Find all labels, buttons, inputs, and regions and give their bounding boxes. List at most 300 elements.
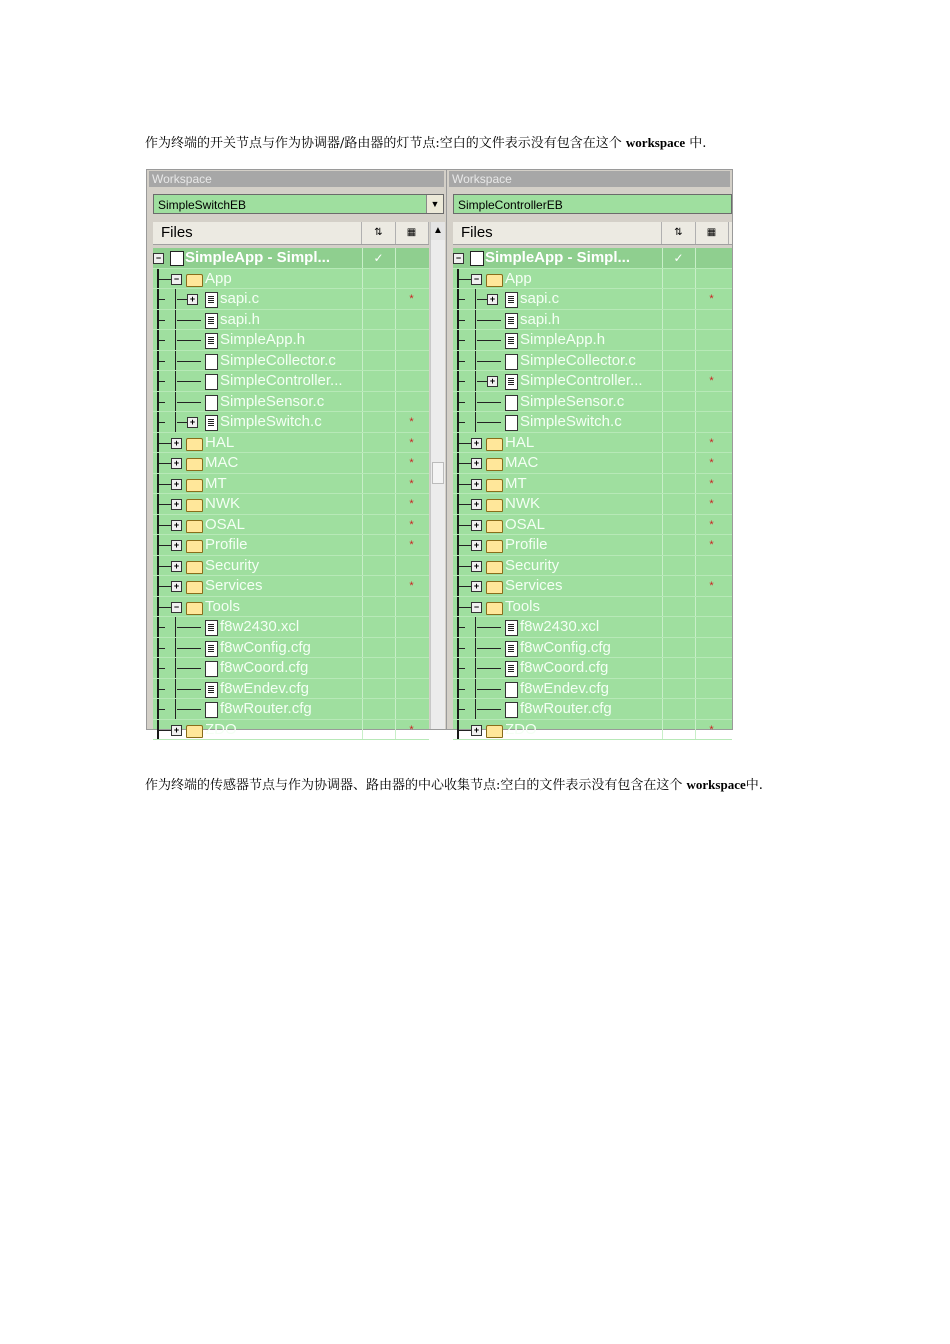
- source-file-icon: [205, 620, 218, 636]
- column-divider: [362, 597, 363, 617]
- collapse-icon[interactable]: −: [171, 602, 182, 613]
- file-row[interactable]: [153, 617, 429, 638]
- project-icon: [170, 251, 184, 266]
- column-divider: [662, 679, 663, 699]
- tree-item-label: sapi.c: [220, 290, 260, 307]
- scroll-thumb[interactable]: [432, 462, 444, 484]
- folder-icon: [486, 438, 503, 451]
- tree-line: [177, 668, 201, 669]
- column-divider: [662, 515, 663, 535]
- column-divider: [395, 269, 396, 289]
- folder-row[interactable]: [453, 556, 732, 577]
- folder-row[interactable]: [453, 597, 732, 618]
- tree-item-label: OSAL: [505, 515, 546, 533]
- tree-item-label: Security: [205, 556, 260, 574]
- tree-item-label: f8wCoord.cfg: [220, 659, 309, 676]
- modified-marker-icon: *: [709, 498, 714, 510]
- expand-icon[interactable]: +: [171, 499, 182, 510]
- tree-line: [159, 689, 165, 690]
- expand-icon[interactable]: +: [471, 540, 482, 551]
- folder-icon: [186, 561, 203, 574]
- collapse-icon[interactable]: −: [171, 274, 182, 285]
- file-row[interactable]: [153, 679, 429, 700]
- file-tree: [453, 248, 732, 738]
- column-divider: [662, 412, 663, 432]
- folder-icon: [186, 458, 203, 471]
- folder-icon: [486, 458, 503, 471]
- options-icon[interactable]: ▦: [695, 222, 729, 244]
- tree-line: [459, 361, 465, 362]
- folder-icon: [186, 520, 203, 533]
- column-divider: [362, 310, 363, 330]
- column-divider: [362, 289, 363, 309]
- folder-icon: [486, 499, 503, 512]
- tree-line: [477, 320, 501, 321]
- tree-item-label: HAL: [205, 433, 235, 451]
- project-root-row[interactable]: [453, 248, 732, 269]
- folder-icon: [486, 581, 503, 594]
- file-row[interactable]: [453, 679, 732, 700]
- tree-item-label: MT: [205, 474, 227, 492]
- column-divider: [662, 658, 663, 678]
- column-divider: [695, 248, 696, 268]
- column-divider: [662, 617, 663, 637]
- expand-icon[interactable]: +: [187, 294, 198, 305]
- file-row[interactable]: [453, 351, 732, 372]
- folder-icon: [186, 274, 203, 287]
- files-column-header[interactable]: Files: [453, 222, 662, 244]
- file-row[interactable]: [453, 392, 732, 413]
- source-file-icon: [205, 313, 218, 329]
- modified-marker-icon: *: [709, 539, 714, 551]
- column-divider: [695, 269, 696, 289]
- excluded-file-icon: [205, 661, 218, 677]
- tree-item-label: sapi.c: [520, 290, 560, 307]
- tree-item-label: SimpleApp - Simpl...: [485, 249, 631, 266]
- column-divider: [662, 371, 663, 391]
- caption-bottom-text: 作为终端的传感器节点与作为协调器、路由器的中心收集节点:空白的文件表示没有包含在这个: [145, 778, 687, 793]
- modified-marker-icon: *: [409, 436, 414, 449]
- tree-line: [177, 381, 201, 382]
- folder-icon: [186, 438, 203, 451]
- folder-row[interactable]: [453, 494, 732, 515]
- column-divider: [695, 638, 696, 658]
- tree-item-label: f8wConfig.cfg: [520, 638, 611, 656]
- tree-line: [159, 648, 165, 649]
- scroll-up-icon[interactable]: ▲: [431, 222, 445, 240]
- column-divider: [662, 330, 663, 350]
- expand-icon[interactable]: +: [471, 561, 482, 572]
- folder-icon: [486, 725, 503, 738]
- tree-item-label: SimpleCollector.c: [220, 351, 336, 369]
- column-divider: [395, 330, 396, 350]
- column-divider: [362, 658, 363, 678]
- column-divider: [395, 638, 396, 658]
- tree-item-label: MAC: [205, 454, 239, 471]
- tree-line: [477, 668, 501, 669]
- column-divider: [395, 658, 396, 678]
- excluded-file-icon: [505, 395, 518, 411]
- column-divider: [362, 494, 363, 514]
- column-divider: [395, 371, 396, 391]
- tree-item-label: f8w2430.xcl: [220, 618, 300, 635]
- expand-icon[interactable]: +: [471, 479, 482, 490]
- folder-row[interactable]: [153, 597, 429, 618]
- expand-icon[interactable]: +: [471, 499, 482, 510]
- modified-marker-icon: *: [709, 436, 714, 449]
- folder-row[interactable]: [153, 556, 429, 577]
- caption-bottom-bold: workspace: [686, 777, 746, 792]
- column-divider: [695, 679, 696, 699]
- modified-marker-icon: *: [409, 477, 414, 490]
- expand-icon[interactable]: +: [487, 376, 498, 387]
- file-row[interactable]: [153, 699, 429, 720]
- tree-item-label: MAC: [505, 454, 539, 471]
- excluded-file-icon: [505, 415, 518, 431]
- folder-icon: [486, 561, 503, 574]
- expand-icon[interactable]: +: [171, 561, 182, 572]
- tree-item-label: MT: [505, 474, 527, 492]
- vertical-scrollbar[interactable]: [430, 222, 445, 729]
- folder-row[interactable]: [453, 515, 732, 536]
- column-divider: [395, 248, 396, 268]
- column-divider: [395, 392, 396, 412]
- tree-line: [159, 627, 165, 628]
- expand-icon[interactable]: +: [171, 479, 182, 490]
- source-file-icon: [505, 292, 518, 308]
- workspace-title: Workspace: [149, 171, 444, 187]
- tree-line: [459, 422, 465, 423]
- chevron-down-icon[interactable]: ▼: [426, 195, 443, 213]
- tree-item-label: f8wRouter.cfg: [520, 700, 612, 717]
- tree-item-label: App: [505, 269, 532, 287]
- tree-line: [159, 361, 165, 362]
- column-divider: [662, 392, 663, 412]
- folder-row[interactable]: [453, 474, 732, 495]
- expand-icon[interactable]: +: [171, 540, 182, 551]
- workspace-title: Workspace: [449, 171, 730, 187]
- folder-row[interactable]: [453, 269, 732, 290]
- tree-line: [459, 320, 465, 321]
- file-row[interactable]: [153, 412, 429, 433]
- collapse-icon[interactable]: −: [471, 274, 482, 285]
- tree-line: [459, 402, 465, 403]
- excluded-file-icon: [505, 354, 518, 370]
- column-divider: [695, 412, 696, 432]
- folder-row[interactable]: [153, 433, 429, 454]
- tree-item-label: ZDO: [205, 720, 237, 738]
- column-divider: [695, 658, 696, 678]
- tree-item-label: SimpleController...: [220, 372, 343, 389]
- modified-marker-icon: *: [709, 375, 714, 387]
- tree-line: [159, 402, 165, 403]
- tree-item-label: SimpleSwitch.c: [520, 413, 622, 430]
- workspace-panel-left: [146, 169, 447, 738]
- file-row[interactable]: [153, 330, 429, 351]
- folder-row[interactable]: [453, 576, 732, 597]
- config-select-value: SimpleControllerEB: [458, 198, 563, 212]
- tree-item-label: Tools: [505, 597, 541, 615]
- file-row[interactable]: [153, 638, 429, 659]
- modified-marker-icon: *: [709, 293, 714, 305]
- column-divider: [362, 351, 363, 371]
- column-divider: [662, 453, 663, 473]
- folder-row[interactable]: [153, 515, 429, 536]
- source-file-icon: [205, 682, 218, 698]
- modified-marker-icon: *: [409, 539, 414, 551]
- column-divider: [662, 720, 663, 740]
- folder-row[interactable]: [453, 535, 732, 556]
- modified-marker-icon: *: [409, 518, 414, 531]
- tree-line: [159, 422, 165, 423]
- sort-icon[interactable]: ⇅: [362, 222, 396, 244]
- project-root-row[interactable]: [153, 248, 429, 269]
- column-divider: [362, 392, 363, 412]
- folder-icon: [486, 602, 503, 615]
- tree-line: [459, 627, 465, 628]
- tree-line: [459, 648, 465, 649]
- check-icon: ✓: [373, 251, 384, 265]
- tree-item-label: SimpleSwitch.c: [220, 413, 322, 430]
- tree-line: [477, 709, 501, 710]
- column-divider: [695, 351, 696, 371]
- excluded-file-icon: [205, 374, 218, 390]
- column-divider: [695, 310, 696, 330]
- tree-item-label: f8wConfig.cfg: [220, 638, 311, 656]
- excluded-file-icon: [505, 682, 518, 698]
- column-divider: [662, 310, 663, 330]
- folder-icon: [186, 602, 203, 615]
- tree-line: [159, 709, 165, 710]
- modified-marker-icon: *: [709, 723, 714, 736]
- column-divider: [362, 371, 363, 391]
- tree-line: [477, 648, 501, 649]
- file-row[interactable]: [153, 351, 429, 372]
- tree-item-label: Security: [505, 556, 560, 574]
- tree-item-label: SimpleSensor.c: [220, 392, 325, 410]
- column-divider: [395, 699, 396, 719]
- tree-item-label: f8w2430.xcl: [520, 618, 600, 635]
- tree-line: [177, 648, 201, 649]
- file-row[interactable]: [453, 699, 732, 720]
- tree-item-label: sapi.h: [520, 310, 561, 328]
- expand-icon[interactable]: +: [187, 417, 198, 428]
- file-row[interactable]: [453, 330, 732, 351]
- column-divider: [362, 474, 363, 494]
- file-row[interactable]: [153, 310, 429, 331]
- tree-item-label: NWK: [505, 495, 540, 512]
- caption-top-text: 作为终端的开关节点与作为协调器/路由器的灯节点:空白的文件表示没有包含在这个: [145, 136, 626, 151]
- workspace-panel-right: [446, 169, 733, 738]
- collapse-icon[interactable]: −: [153, 253, 164, 264]
- folder-row[interactable]: [153, 720, 429, 741]
- column-divider: [362, 556, 363, 576]
- source-file-icon: [505, 333, 518, 349]
- expand-icon[interactable]: +: [171, 520, 182, 531]
- tree-item-label: Services: [505, 577, 563, 594]
- excluded-file-icon: [505, 702, 518, 718]
- file-row[interactable]: [153, 392, 429, 413]
- tree-item-label: f8wRouter.cfg: [220, 700, 312, 717]
- column-divider: [395, 310, 396, 330]
- tree-line: [177, 422, 187, 423]
- expand-icon[interactable]: +: [171, 458, 182, 469]
- column-divider: [362, 679, 363, 699]
- caption-top-tail: 中.: [685, 136, 707, 151]
- column-divider: [695, 556, 696, 576]
- excluded-file-icon: [205, 395, 218, 411]
- folder-row[interactable]: [153, 269, 429, 290]
- column-divider: [395, 556, 396, 576]
- tree-line: [459, 340, 465, 341]
- folder-row[interactable]: [153, 453, 429, 474]
- folder-row[interactable]: [453, 453, 732, 474]
- file-tree-header: [453, 222, 732, 245]
- caption-top: [145, 133, 825, 154]
- tree-line: [159, 340, 165, 341]
- config-select[interactable]: [153, 194, 444, 214]
- column-divider: [662, 433, 663, 453]
- column-divider: [695, 392, 696, 412]
- collapse-icon[interactable]: −: [471, 602, 482, 613]
- modified-marker-icon: *: [409, 457, 414, 469]
- tree-line: [477, 627, 501, 628]
- folder-row[interactable]: [153, 576, 429, 597]
- folder-row[interactable]: [153, 494, 429, 515]
- files-column-header[interactable]: Files: [153, 222, 362, 244]
- column-divider: [695, 330, 696, 350]
- column-divider: [362, 453, 363, 473]
- folder-row[interactable]: [453, 720, 732, 741]
- tree-item-label: HAL: [505, 433, 535, 451]
- column-divider: [362, 617, 363, 637]
- project-icon: [470, 251, 484, 266]
- column-divider: [362, 576, 363, 596]
- column-divider: [662, 289, 663, 309]
- tree-line: [477, 340, 501, 341]
- tree-item-label: Services: [205, 577, 263, 594]
- column-divider: [362, 515, 363, 535]
- expand-icon[interactable]: +: [471, 438, 482, 449]
- column-divider: [395, 597, 396, 617]
- source-file-icon: [205, 333, 218, 349]
- folder-icon: [186, 581, 203, 594]
- tree-line: [177, 320, 201, 321]
- column-divider: [362, 433, 363, 453]
- caption-bottom: [145, 775, 813, 796]
- folder-row[interactable]: [453, 433, 732, 454]
- file-row[interactable]: [453, 289, 732, 310]
- tree-line: [177, 689, 201, 690]
- expand-icon[interactable]: +: [471, 725, 482, 736]
- tree-item-label: Profile: [505, 536, 548, 553]
- column-divider: [362, 412, 363, 432]
- column-divider: [662, 556, 663, 576]
- file-row[interactable]: [453, 638, 732, 659]
- tree-line: [459, 689, 465, 690]
- column-divider: [695, 597, 696, 617]
- expand-icon[interactable]: +: [171, 438, 182, 449]
- expand-icon[interactable]: +: [471, 458, 482, 469]
- expand-icon[interactable]: +: [487, 294, 498, 305]
- tree-line: [477, 689, 501, 690]
- tree-item-label: NWK: [205, 495, 240, 512]
- tree-line: [177, 709, 201, 710]
- file-row[interactable]: [153, 658, 429, 679]
- file-row[interactable]: [453, 310, 732, 331]
- excluded-file-icon: [205, 354, 218, 370]
- source-file-icon: [505, 661, 518, 677]
- folder-icon: [486, 540, 503, 553]
- column-divider: [362, 330, 363, 350]
- expand-icon[interactable]: +: [471, 581, 482, 592]
- tree-line: [477, 402, 501, 403]
- folder-icon: [486, 520, 503, 533]
- options-icon[interactable]: ▦: [395, 222, 429, 244]
- modified-marker-icon: *: [409, 723, 414, 736]
- folder-icon: [186, 499, 203, 512]
- modified-marker-icon: *: [709, 580, 714, 592]
- folder-icon: [186, 540, 203, 553]
- file-row[interactable]: [453, 658, 732, 679]
- source-file-icon: [205, 415, 218, 431]
- tree-item-label: SimpleApp.h: [220, 331, 306, 348]
- sort-icon[interactable]: ⇅: [662, 222, 696, 244]
- check-icon: ✓: [673, 251, 684, 265]
- modified-marker-icon: *: [709, 457, 714, 469]
- file-tree: [153, 248, 429, 738]
- source-file-icon: [205, 292, 218, 308]
- tree-item-label: SimpleController...: [520, 372, 643, 389]
- tree-item-label: f8wCoord.cfg: [520, 659, 609, 676]
- tree-item-label: Profile: [205, 536, 248, 553]
- expand-icon[interactable]: +: [171, 725, 182, 736]
- expand-icon[interactable]: +: [171, 581, 182, 592]
- excluded-file-icon: [205, 702, 218, 718]
- tree-line: [159, 381, 165, 382]
- collapse-icon[interactable]: −: [453, 253, 464, 264]
- expand-icon[interactable]: +: [471, 520, 482, 531]
- tree-line: [177, 627, 201, 628]
- tree-item-label: SimpleCollector.c: [520, 351, 636, 369]
- tree-line: [459, 381, 465, 382]
- folder-row[interactable]: [153, 474, 429, 495]
- column-divider: [695, 617, 696, 637]
- tree-line: [159, 320, 165, 321]
- file-row[interactable]: [153, 289, 429, 310]
- column-divider: [695, 699, 696, 719]
- source-file-icon: [505, 374, 518, 390]
- folder-row[interactable]: [153, 535, 429, 556]
- folder-icon: [486, 274, 503, 287]
- source-file-icon: [505, 620, 518, 636]
- column-divider: [662, 597, 663, 617]
- caption-top-bold: workspace: [625, 135, 686, 150]
- file-row[interactable]: [453, 412, 732, 433]
- tree-line: [477, 422, 501, 423]
- file-row[interactable]: [153, 371, 429, 392]
- config-select[interactable]: [453, 194, 732, 214]
- tree-item-label: OSAL: [205, 515, 246, 533]
- tree-line: [459, 709, 465, 710]
- column-divider: [662, 699, 663, 719]
- file-row[interactable]: [453, 371, 732, 392]
- tree-item-label: sapi.h: [220, 310, 261, 328]
- tree-item-label: SimpleApp - Simpl...: [185, 249, 331, 266]
- file-row[interactable]: [453, 617, 732, 638]
- modified-marker-icon: *: [409, 293, 414, 305]
- tree-line: [177, 402, 201, 403]
